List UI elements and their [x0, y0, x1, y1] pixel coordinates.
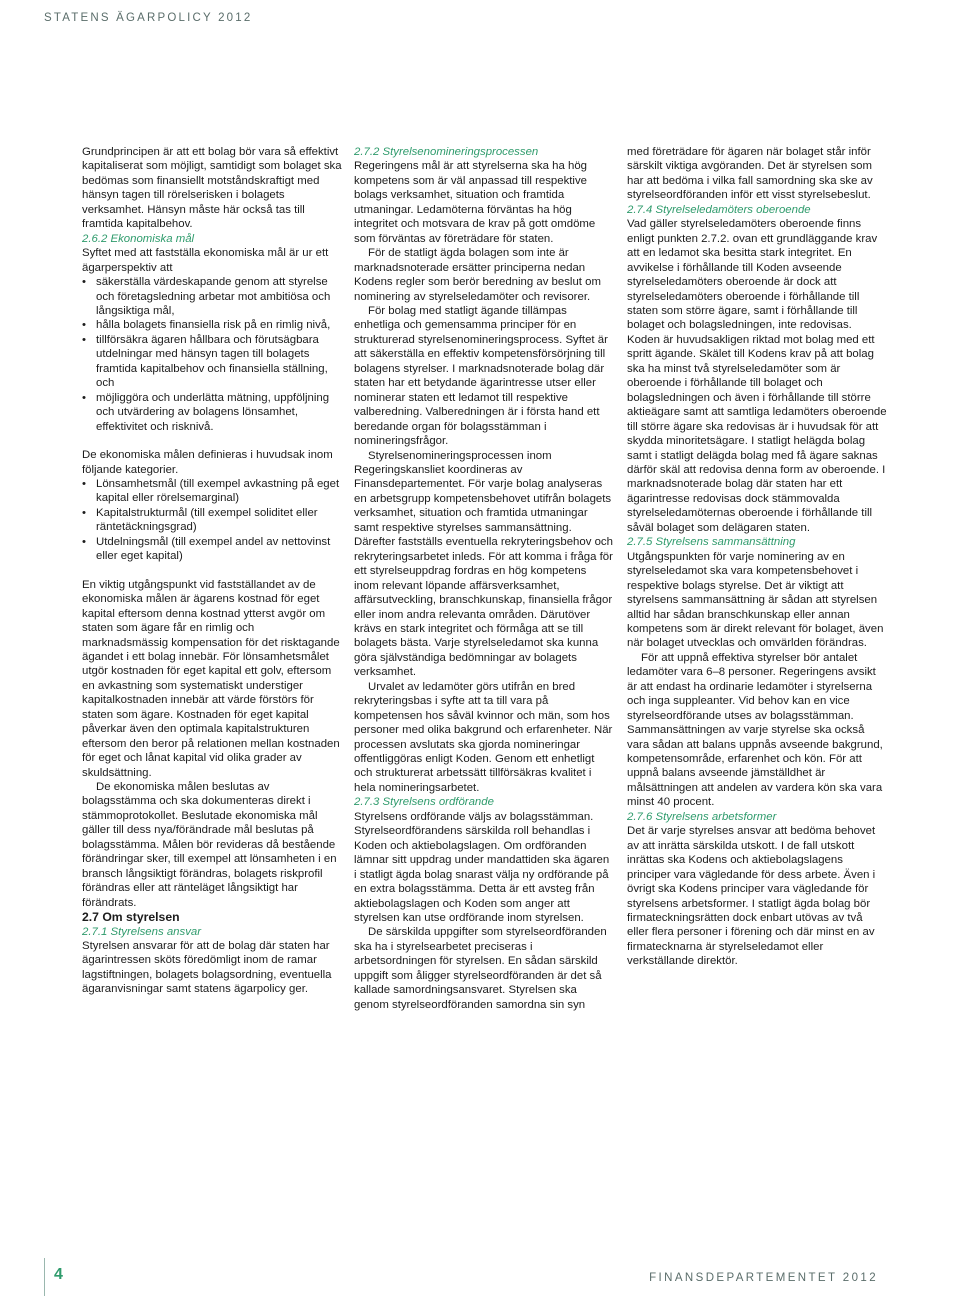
heading-2-7-3: 2.7.3 Styrelsens ordförande [354, 796, 494, 809]
list-item: • Lönsamhetsmål (till exempel avkastning på eget kapital eller rörelsemarginal) [82, 477, 342, 506]
paragraph-2-7-1: Styrelsen ansvarar för att de bolag där staten har ägarintressen sköts föredömligt inom de ramar lagstiftningen, bolagets bolagsordning, eventuella ägaranvisningar samt statens ägarpolicy ger. [82, 940, 332, 996]
categories-list [82, 477, 342, 564]
paragraph: Urvalet av ledamöter görs utifrån en bred rekryteringsbas i syfte att ta till vara på kompetensen hos såväl kvinnor och män, som hos personer med olika bakgrund och erfarenheter. När processen avslutats ska gjorda nomineringar offentliggöras enligt Koden. Genom ett enhetligt och strukturerat arbetssätt tillförsäkras kvalitet i hela nomineringsarbetet. [354, 680, 613, 794]
list-item: • hålla bolagets finansiella risk på en rimlig nivå, [82, 318, 342, 332]
list-item: • Kapitalstrukturmål (till exempel soliditet eller räntetäckningsgrad) [82, 506, 342, 535]
paragraph: Det är varje styrelses ansvar att bedöma behovet av att inrätta särskilda utskott. I de fall utskott inrättas ska Kodens och aktiebolagslagens principer vara vägledande för dess arbete. Även i övrigt ska Kodens principer vara vägledande för styrelsens arbetsformer. I statligt ägda bolag bör firmateckningsrätten dock enbart utövas av två eller flera personer i förening och där minst en av firmatecknarna är styrelseledamot eller verkställande direktör. [627, 825, 876, 968]
goals-purpose-list [82, 275, 342, 434]
paragraph: Styrelsenomineringsprocessen inom Regeringskansliet koordineras av Finansdepartementet. För varje bolag analyseras en arbetsgrupp kompetensbehovet utifrån bolagets verksamhet, situation och framtida utmaningar samt respektive styrelses sammansättning. Därefter fastställs eventuella rekryteringsbehov och rekryteringsarbetet inleds. För att komma i fråga för ett styrelseuppdrag fordras en hög kompetens inom relevant löpande affärsverksamhet, affärsutveckling, branschkunskap, finansiella frågor eller inom andra relevanta områden. Därutöver krävs en stark integritet och förmåga att se till bolagets bästa. Varje styrelseledamot ska kunna göra självständiga bedömningar av bolagets verksamhet. [354, 449, 613, 679]
paragraph: med företrädare för ägaren när bolaget står inför särskilt viktiga avgöranden. Det är styrelsen som har att bedöma i vilka fall samordning ska ske av styrelseordföranden inför ett visst styrelsebeslut. [627, 146, 873, 202]
paragraph: De särskilda uppgifter som styrelseordföranden ska ha i styrelsearbetet preciseras i arbetsordningen för styrelsen. En sådan särskild uppgift som åligger styrelseordföranden är det så kallade samordningsansvaret. Styrelsen ska genom styrelseordföranden samordna sin syn [354, 926, 607, 1011]
heading-2-7-1: 2.7.1 Styrelsens ansvar [82, 925, 202, 938]
column-2 [354, 145, 614, 1012]
categories-paragraph: De ekonomiska målen definieras i huvudsak inom följande kategorier. [82, 449, 333, 476]
paragraph: Vad gäller styrelseledamöters oberoende finns enligt punkten 2.7.2. ovan ett grundläggande krav att en ledamot ska besitta stark integritet. En avvikelse i förhållande till Koden avseende styrelseledamöters oberoende är dock att styrelseledamöters oberoende i förhållande till staten som större ägare, samt i förhållande till bolaget och bolagsledningen, inte redovisas. Koden är huvudsakligen riktad mot bolag med ett spritt ägande. Skälet till Kodens krav på att bolag ska ha minst två styrelseledamöter som är oberoende i förhållande till bolaget och bolagsledningen och även i förhållande till större aktieägare samt att samtliga ledamöters oberoende till större ägare ska redovisas är i huvudsak för att skydda minoritetsägare. I statligt helägda bolag samt i statligt delägda bolag med få ägare saknas därför skäl att redovisa denna form av oberoende. I marknadsnoterade bolag där staten har ett ägarintresse redovisas dock stämmovalda styrelseledamöternas oberoende i förhållande till såväl bolaget som delägaren staten. [627, 218, 887, 534]
paragraph: Styrelsens ordförande väljs av bolagsstämman. Styrelseordförandens särskilda roll behandlas i Koden och aktiebolagslagen. Om ordföranden lämnar sitt uppdrag under mandattiden ska ägaren i statligt ägda bolag snarast välja ny ordförande på en extra bolagsstämma. Detta är ett avsteg från aktiebolagslagen och Koden som anger att styrelsen kan utse ordförande inom styrelsen. [354, 810, 610, 925]
paragraph: Regeringens mål är att styrelserna ska ha hög kompetens som är väl anpassad till respektive bolags verksamhet, situation och framtida utmaningar. Ledamöterna förväntas ha hög integritet och motsvara de krav på gott omdöme som förväntas av företrädare för staten. [354, 160, 596, 245]
paragraph: För de statligt ägda bolagen som inte är marknadsnoterade ersätter principerna nedan Kodens regler som berör beredning av beslut om nominering av styrelseledamöter och revisorer. [354, 247, 601, 303]
list-item: • tillförsäkra ägaren hållbara och förutsägbara utdelningar med hänsyn tagen till bolagets framtida kapitalbehov och finansiella ställning, och [82, 333, 342, 391]
column-1 [82, 145, 342, 997]
list-item: • Utdelningsmål (till exempel andel av nettovinst eller eget kapital) [82, 535, 342, 564]
paragraph: För bolag med statligt ägande tillämpas enhetliga och gemensamma principer för en strukturerad styrelsenomineringsprocess. Syftet är att säkerställa en effektiv kompetensförsörjning till bolagens styrelser. I marknadsnoterade bolag där staten har ett betydande ägarintresse utser eller nominerar staten ett ledamot till respektive valberedning. Valberedningen är i första hand ett beredande organ för bolagsstämman i nomineringsfrågor. [354, 304, 608, 448]
list-item: • säkerställa värdeskapande genom att styrelse och företagsledning arbetar mot ambitiösa och långsiktiga mål, [82, 275, 342, 318]
footer-rule [44, 1258, 45, 1296]
running-header: STATENS ÄGARPOLICY 2012 [44, 12, 253, 24]
footer-publisher: FINANSDEPARTEMENTET 2012 [649, 1272, 878, 1284]
heading-2-6-2: 2.6.2 Ekonomiska mål [82, 232, 195, 245]
cost-of-capital-paragraph: En viktig utgångspunkt vid fastställandet av de ekonomiska målen är ägarens kostnad för eget kapital eftersom denna kostnad ytterst avgör om staten som ägare får en rimlig och marknadsmässig kompensation för det risktagande ägandet i ett bolag innebär. För lönsamhetsmålet utgör kostnaden för eget kapital ett golv, eftersom en avkastning som systematiskt understiger kapitalkostnaden innebär att värde förstörs för staten som ägare. Kostnaden för eget kapital påverkar även den optimala kapitalstrukturen eftersom den beror på relationen mellan kostnaden för eget och lånat kapital vid olika grader av skuldsättning. [82, 578, 340, 779]
list-item: • möjliggöra och underlätta mätning, uppföljning och utvärdering av bolagens lönsamhet, effektivitet och risknivå. [82, 391, 342, 434]
paragraph: För att uppnå effektiva styrelser bör antalet ledamöter vara 6–8 personer. Regeringens avsikt är att endast ha ordinarie ledamöter i styrelserna och inga suppleanter. Vid behov kan en vice styrelseordförande utses av bolagsstämman. Sammansättningen av varje styrelse ska också vara sådan att balans uppnås avseende bakgrund, kompetensområde, erfarenhet och kön. För att uppnå balans avseende jämställdhet är målsättningen att andelen av vardera kön ska vara minst 40 procent. [627, 651, 883, 809]
heading-2-7-2: 2.7.2 Styrelsenomineringsprocessen [354, 146, 539, 158]
paragraph: Utgångspunkten för varje nominering av en styrelseledamot ska vara kompetensbehovet i respektive bolags styrelse. Det är viktigt att styrelsens sammansättning är sådan att styrelsen alltid har sådan branschkunskap eller annan kompetens som är direkt relevant för bolaget, även när bolaget utvecklas och omvärlden förändras. [627, 550, 884, 650]
heading-2-7-5: 2.7.5 Styrelsens sammansättning [627, 536, 796, 549]
decision-paragraph: De ekonomiska målen beslutas av bolagsstämma och ska dokumenteras direkt i stämmoprotokollet. Beslutade ekonomiska mål gäller till dess nya/förändrade mål beslutas på bolagsstämma. Målen bör revideras då bestående förändringar sker, till exempel att lönsamheten i en bransch långsiktigt förändras, bolagets riskprofil förändras eller att ränteläget långsiktigt har förändrats. [82, 781, 337, 909]
intro-paragraph: Grundprincipen är att ett bolag bör vara så effektivt kapitaliserat som möjligt, samtidigt som bolaget ska bedömas som finansiellt motståndskraftigt med hänsyn tagen till rörelserisken i bolagets verksamhet. Hänsyn måste här också tas till framtida kapitalbehov. [82, 146, 342, 231]
heading-2-7-6: 2.7.6 Styrelsens arbetsformer [627, 810, 777, 823]
heading-2-7-4: 2.7.4 Styrelseledamöters oberoende [627, 203, 811, 216]
page-number: 4 [54, 1266, 63, 1283]
paragraph-2-6-2: Syftet med att fastställa ekonomiska mål är ur ett ägarperspektiv att [82, 247, 329, 274]
column-3 [627, 145, 887, 969]
heading-2-7: 2.7 Om styrelsen [82, 910, 180, 925]
